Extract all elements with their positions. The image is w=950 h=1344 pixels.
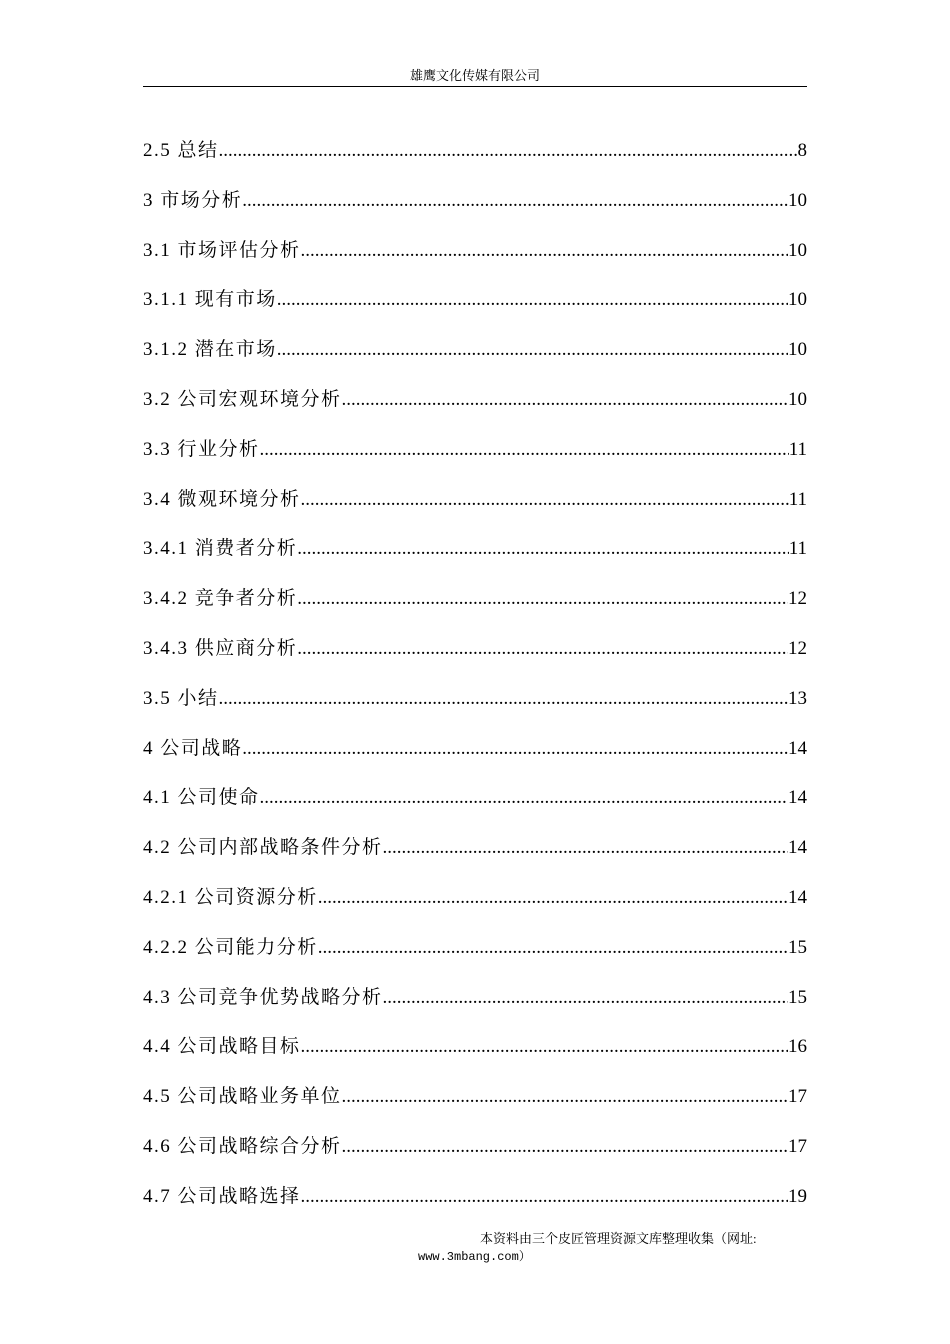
toc-dot-leader xyxy=(242,186,788,216)
toc-dot-leader xyxy=(318,883,788,913)
toc-entry-page: 19 xyxy=(788,1185,807,1207)
toc-entry[interactable] xyxy=(143,285,807,335)
toc-entry[interactable] xyxy=(143,1132,807,1182)
toc-entry-page: 17 xyxy=(788,1086,807,1108)
toc-dot-leader xyxy=(297,534,788,564)
toc-dot-leader xyxy=(301,1032,788,1062)
toc-entry-page: 10 xyxy=(788,289,807,311)
toc-entry-title: 4.2 公司内部战略条件分析 xyxy=(143,837,383,859)
toc-entry[interactable] xyxy=(143,833,807,883)
toc-entry[interactable] xyxy=(143,883,807,933)
toc-entry-page: 10 xyxy=(788,189,807,211)
toc-entry-title: 3.1.1 现有市场 xyxy=(143,289,277,311)
toc-dot-leader xyxy=(301,236,788,266)
toc-entry[interactable] xyxy=(143,783,807,833)
toc-entry-title: 3.4 微观环境分析 xyxy=(143,488,301,510)
toc-entry-page: 12 xyxy=(788,588,807,610)
toc-entry[interactable] xyxy=(143,385,807,435)
toc-entry-title: 3.1 市场评估分析 xyxy=(143,239,301,261)
toc-entry-page: 14 xyxy=(788,837,807,859)
toc-entry[interactable] xyxy=(143,684,807,734)
toc-dot-leader xyxy=(301,485,789,515)
toc-dot-leader xyxy=(277,335,788,365)
toc-entry-page: 14 xyxy=(788,787,807,809)
toc-entry-title: 4.1 公司使命 xyxy=(143,787,260,809)
toc-entry-page: 10 xyxy=(788,388,807,410)
page-header: 雄鹰文化传媒有限公司 xyxy=(409,68,540,83)
toc-dot-leader xyxy=(342,1082,788,1112)
toc-dot-leader xyxy=(242,734,788,764)
toc-entry-title: 4.2.1 公司资源分析 xyxy=(143,886,318,908)
toc-entry-page: 12 xyxy=(788,637,807,659)
toc-dot-leader xyxy=(219,136,798,166)
toc-dot-leader xyxy=(219,684,788,714)
toc-entry-title: 4 公司战略 xyxy=(143,737,243,759)
toc-entry-page: 11 xyxy=(788,488,807,510)
toc-entry[interactable] xyxy=(143,634,807,684)
toc-entry-page: 17 xyxy=(788,1135,807,1157)
toc-entry-title: 4.7 公司战略选择 xyxy=(143,1185,301,1207)
toc-entry[interactable] xyxy=(143,983,807,1033)
toc-entry[interactable] xyxy=(143,734,807,784)
toc-entry-title: 3.3 行业分析 xyxy=(143,438,260,460)
toc-entry-page: 16 xyxy=(788,1036,807,1058)
toc-entry-page: 8 xyxy=(797,140,807,161)
toc-entry[interactable] xyxy=(143,435,807,485)
toc-dot-leader xyxy=(383,833,788,863)
toc-entry-page: 14 xyxy=(788,886,807,908)
toc-entry-page: 13 xyxy=(788,687,807,709)
toc-dot-leader xyxy=(297,584,788,614)
toc-dot-leader xyxy=(342,1132,788,1162)
table-of-contents xyxy=(143,136,807,1232)
toc-entry-title: 4.6 公司战略综合分析 xyxy=(143,1135,342,1157)
toc-entry-page: 11 xyxy=(788,438,807,460)
toc-entry-page: 10 xyxy=(788,239,807,261)
header-rule xyxy=(143,86,807,87)
footer-url[interactable]: www.3mbang.com） xyxy=(418,1250,531,1264)
toc-entry-page: 15 xyxy=(788,986,807,1008)
toc-entry-title: 3.5 小结 xyxy=(143,687,219,709)
toc-dot-leader xyxy=(297,634,788,664)
toc-entry[interactable] xyxy=(143,584,807,634)
toc-entry[interactable] xyxy=(143,236,807,286)
toc-dot-leader xyxy=(260,435,789,465)
toc-entry-page: 10 xyxy=(788,339,807,361)
toc-entry[interactable] xyxy=(143,186,807,236)
toc-entry-title: 3.4.3 供应商分析 xyxy=(143,637,298,659)
toc-entry-title: 3.4.1 消费者分析 xyxy=(143,538,298,560)
toc-entry[interactable] xyxy=(143,1032,807,1082)
toc-entry[interactable] xyxy=(143,485,807,535)
toc-entry-title: 4.5 公司战略业务单位 xyxy=(143,1086,342,1108)
toc-entry-page: 11 xyxy=(788,538,807,560)
toc-entry[interactable] xyxy=(143,335,807,385)
toc-entry[interactable] xyxy=(143,1182,807,1232)
toc-entry[interactable] xyxy=(143,933,807,983)
toc-entry-page: 14 xyxy=(788,737,807,759)
toc-entry-title: 3.2 公司宏观环境分析 xyxy=(143,388,342,410)
toc-dot-leader xyxy=(301,1182,788,1212)
toc-entry-page: 15 xyxy=(788,936,807,958)
footer-source-note: 本资料由三个皮匠管理资源文库整理收集（网址: xyxy=(480,1231,757,1246)
toc-entry-title: 4.2.2 公司能力分析 xyxy=(143,936,318,958)
toc-entry[interactable] xyxy=(143,1082,807,1132)
toc-dot-leader xyxy=(342,385,788,415)
toc-dot-leader xyxy=(318,933,788,963)
toc-entry[interactable] xyxy=(143,136,807,186)
toc-entry[interactable] xyxy=(143,534,807,584)
toc-dot-leader xyxy=(277,285,788,315)
toc-entry-title: 3.4.2 竞争者分析 xyxy=(143,588,298,610)
toc-entry-title: 3 市场分析 xyxy=(143,189,243,211)
toc-entry-title: 4.4 公司战略目标 xyxy=(143,1036,301,1058)
toc-entry-title: 4.3 公司竞争优势战略分析 xyxy=(143,986,383,1008)
page-footer xyxy=(400,1230,820,1266)
toc-dot-leader xyxy=(383,983,788,1013)
toc-entry-title: 3.1.2 潜在市场 xyxy=(143,339,277,361)
toc-dot-leader xyxy=(260,783,788,813)
toc-entry-title: 2.5 总结 xyxy=(143,140,219,161)
